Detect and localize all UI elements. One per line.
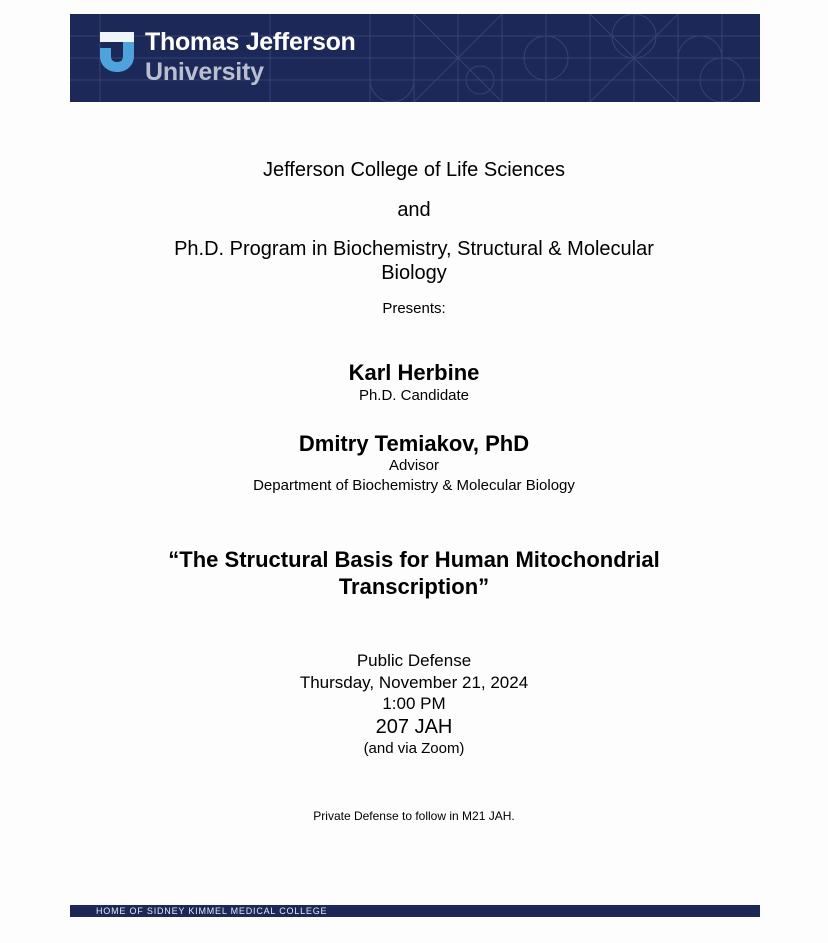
logo-text-line2: University [145,58,264,86]
zoom-note: (and via Zoom) [363,740,465,757]
defense-room: 207 JAH [375,716,453,738]
jefferson-logo-icon [100,32,134,72]
and-connector: and [397,199,431,221]
advisor-role: Advisor [388,457,440,474]
footer-text: HOME OF SIDNEY KIMMEL MEDICAL COLLEGE [96,906,328,916]
candidate-name: Karl Herbine [348,360,480,385]
defense-time: 1:00 PM [382,694,446,713]
header-banner [70,14,760,102]
defense-type: Public Defense [356,651,472,670]
advisor-department: Department of Biochemistry & Molecular Biology [253,477,575,494]
college-name: Jefferson College of Life Sciences [262,159,566,181]
logo-text-line1: Thomas Jefferson [145,28,356,56]
candidate-role: Ph.D. Candidate [358,387,470,404]
talk-title: “The Structural Basis for Human Mitochondrial Transcription” [168,547,660,599]
footer-bar [70,905,760,917]
advisor-name: Dmitry Temiakov, PhD [298,431,530,456]
defense-date: Thursday, November 21, 2024 [299,673,529,692]
presents-label: Presents: [382,300,446,317]
program-name: Ph.D. Program in Biochemistry, Structural & Molecular Biology [174,238,654,284]
private-defense-note: Private Defense to follow in M21 JAH. [313,809,515,823]
